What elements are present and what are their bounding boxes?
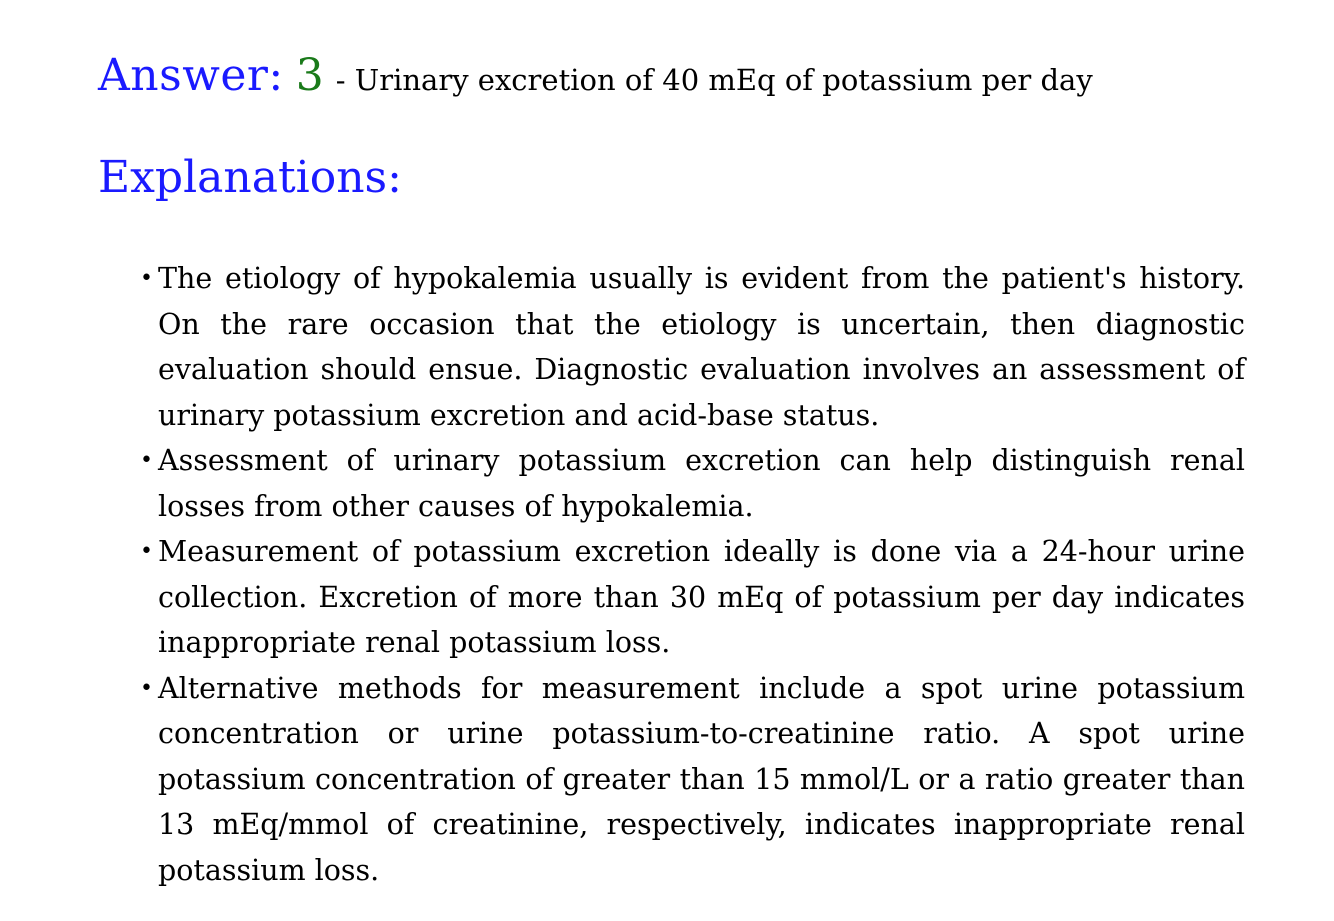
explanations-list [140,256,1245,893]
answer-text: - Urinary excretion of 40 mEq of potassium per day [335,63,1093,97]
explanation-text: The etiology of hypokalemia usually is evident from the patient's history. On the rare occasion that the etiology is uncertain, then diagnostic evaluation should ensue. Diagnostic evaluation involves an assessment of urinary potassium excretion and acid-base status. [158,262,1245,432]
explanation-item [140,438,1245,529]
explanation-item [140,256,1245,438]
explanation-text: Alternative methods for measurement include a spot urine potassium concentration or urine potassium-to-creatinine ratio. A spot urine potassium concentration of greater than 15 mmol/L or a ratio greater than 13 mEq/mmol of creatinine, respectively, indicates inappropriate renal potassium loss. [158,671,1245,887]
answer-line [98,50,1093,101]
bullet-icon: • [140,675,153,701]
bullet-icon: • [140,539,153,564]
bullet-icon: • [140,266,153,291]
explanation-item [140,529,1245,666]
answer-label: Answer: [98,50,284,101]
explanation-text: Assessment of urinary potassium excretion can help distinguish renal losses from other causes of hypokalemia. [158,444,1245,523]
explanation-text: Measurement of potassium excretion ideally is done via a 24-hour urine collection. Excretion of more than 30 mEq of potassium per day indicates inappropriate renal potassium loss. [158,535,1245,659]
explanation-item [140,666,1245,894]
explanations-heading: Explanations: [98,152,402,203]
answer-number: 3 [295,50,324,101]
bullet-icon: • [140,448,153,473]
